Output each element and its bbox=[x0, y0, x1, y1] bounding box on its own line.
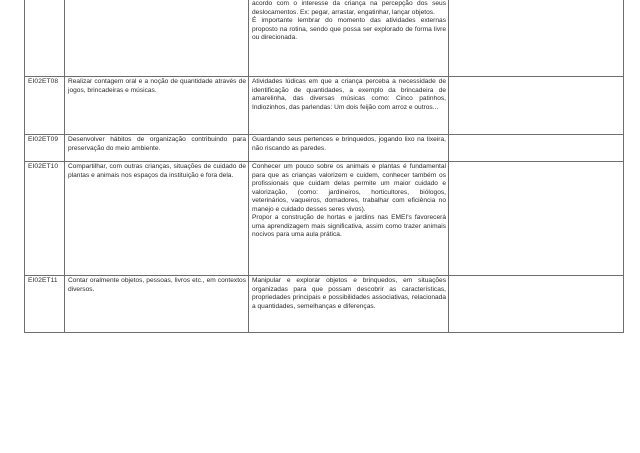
experience-paragraph: Propor a construção de hortas e jardins nas EMEI's favorecerá uma aprendizagem mais significativa, assim como trazer animais nocivos para uma aula prática. bbox=[252, 214, 446, 238]
empty-cell bbox=[449, 135, 624, 162]
objective-cell: Desenvolver hábitos de organização contribuindo para preservação do meio ambiente. bbox=[65, 135, 249, 162]
experience-paragraph: acordo com o interesse da criança na percepção dos seus deslocamentos. Ex: pegar, arrastar, engatinhar, lançar objetos. bbox=[252, 0, 446, 16]
empty-cell bbox=[449, 0, 624, 77]
empty-cell bbox=[449, 162, 624, 276]
experience-cell bbox=[249, 135, 449, 162]
experience-cell bbox=[249, 0, 449, 77]
objective-cell: Compartilhar, com outras crianças, situações de cuidado de plantas e animais nos espaços da instituição e fora dela. bbox=[65, 162, 249, 276]
table-row bbox=[25, 162, 624, 276]
table-row bbox=[25, 135, 624, 162]
experience-paragraph: Manipular e explorar objetos e brinquedos, em situações organizadas para que possam descobrir as características, propriedades principais e possibilidades associativas, relacionada a quantidades, semelhanças e diferenças. bbox=[252, 277, 446, 310]
empty-cell bbox=[449, 77, 624, 135]
objective-cell bbox=[65, 0, 249, 77]
experience-paragraph: Conhecer um pouco sobre os animais e plantas é fundamental para que as crianças valorizem e cuidem, conhecer também os profissionais que cuidam delas permite um maior cuidado e valorização, (como: jardineiros, horticultores, biólogos, veterinários, vaqueiros, domadores, trabalhar com eficiência no manejo e cuidado desses seres vivos). bbox=[252, 163, 446, 213]
code-cell: EI02ET10 bbox=[25, 162, 65, 276]
experience-cell bbox=[249, 276, 449, 333]
code-cell: EI02ET09 bbox=[25, 135, 65, 162]
experience-cell bbox=[249, 77, 449, 135]
objective-cell: Contar oralmente objetos, pessoas, livros etc., em contextos diversos. bbox=[65, 276, 249, 333]
curriculum-table bbox=[24, 0, 624, 333]
code-cell: EI02ET08 bbox=[25, 77, 65, 135]
experience-cell bbox=[249, 162, 449, 276]
experience-paragraph: Guardando seus pertences e brinquedos, jogando lixo na lixeira, não riscando as paredes. bbox=[252, 136, 446, 152]
objective-cell: Realizar contagem oral e a noção de quantidade através de jogos, brincadeiras e músicas. bbox=[65, 77, 249, 135]
empty-cell bbox=[449, 276, 624, 333]
table-row bbox=[25, 0, 624, 77]
experience-paragraph: É importante lembrar do momento das atividades externas proposto na rotina, sendo que possa ser explorado de forma livre ou direcionada. bbox=[252, 17, 446, 41]
experience-paragraph: Atividades lúdicas em que a criança perceba a necessidade de identificação de quantidades, a exemplo da brincadeira de amarelinha, das diversas músicas como: Cinco patinhos, Indiozinhos, das parlendas: Um dois feijão com arroz e outros... bbox=[252, 78, 446, 111]
table-row bbox=[25, 276, 624, 333]
code-cell: EI02ET11 bbox=[25, 276, 65, 333]
code-cell bbox=[25, 0, 65, 77]
table-row bbox=[25, 77, 624, 135]
